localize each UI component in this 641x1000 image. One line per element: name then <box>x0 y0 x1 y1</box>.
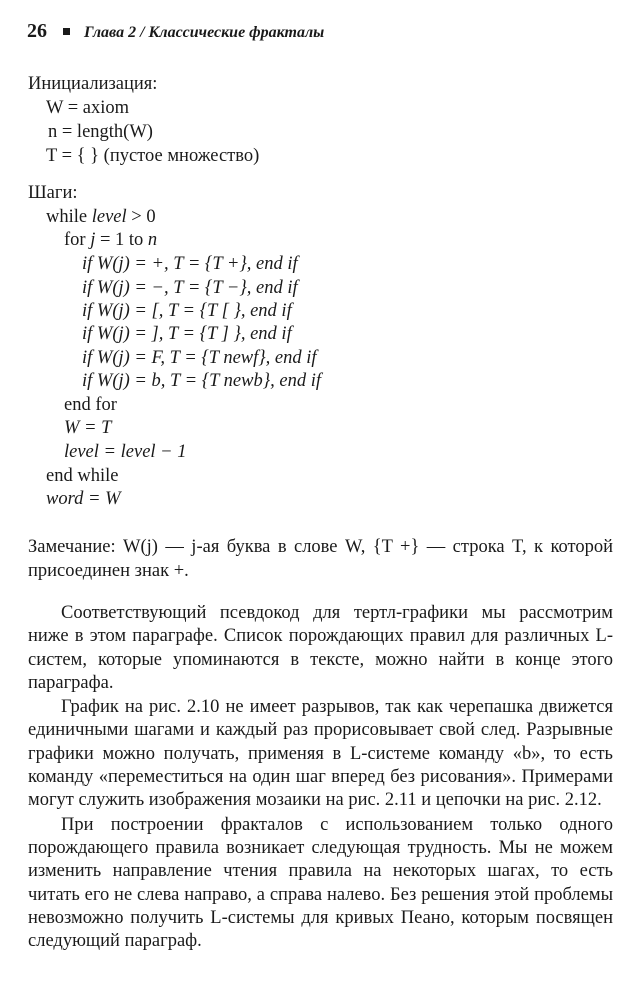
chapter-title: Глава 2 / Классические фракталы <box>84 24 325 41</box>
body-text <box>28 602 613 953</box>
if-line-plus: if W(j) = +, T = {T +}, end if <box>82 254 298 274</box>
paragraph-1: Соответствующий псевдокод для тертл-графики мы рассмотрим ниже в этом параграфе. Список порождающих правил для различных L-систем, которые упоминаются в тексте, можно найти в конце этого параграфа. <box>28 603 613 693</box>
paragraph-3: При построении фракталов с использованием только одного порождающего правила возникает следующая трудность. Мы не можем изменить направление чтения правила на некоторых шагах, то есть читать его не слева направо, а справа налево. Без решения этой проблемы невозможно получить L-системы для кривых Пеано, которым посвящен следующий параграф. <box>28 814 613 952</box>
if-line-close-bracket: if W(j) = ], T = {T ] }, end if <box>82 324 292 344</box>
init-title: Инициализация: <box>28 74 158 94</box>
while-var: level <box>91 207 127 227</box>
init-line-axiom: W = axiom <box>46 98 130 118</box>
init-line-length: n = length(W) <box>48 122 153 142</box>
steps-title: Шаги: <box>28 183 78 203</box>
word-assign: word = W <box>46 489 121 509</box>
for-var-n: n <box>147 230 158 250</box>
while-keyword: while <box>46 207 92 227</box>
if-line-open-bracket: if W(j) = [, T = {T [ }, end if <box>82 301 292 321</box>
while-cond: > 0 <box>126 207 156 227</box>
for-line <box>64 228 157 252</box>
if-line-newb: if W(j) = b, T = {T newb}, end if <box>82 371 321 391</box>
remark: Замечание: W(j) — j-ая буква в слове W, {T +} — строка T, к которой присоединен знак +. <box>28 537 613 581</box>
for-var-j: j <box>90 230 96 250</box>
while-line <box>46 205 156 229</box>
for-mid: = 1 to <box>95 230 148 250</box>
bullet-icon <box>63 28 70 35</box>
page-number: 26 <box>27 20 47 42</box>
if-line-newf: if W(j) = F, T = {T newf}, end if <box>82 348 317 368</box>
if-line-minus: if W(j) = −, T = {T −}, end if <box>82 278 298 298</box>
paragraph-2: График на рис. 2.10 не имеет разрывов, так как черепашка движется единичными шагами и каждый раз прорисовывает свой след. Разрывные графики можно получать, применяя в L-системе команду «b», то есть команду «переместиться на один шаг вперед без рисования». Примерами могут служить изображения мозаики на рис. 2.11 и цепочки на рис. 2.12. <box>28 697 613 811</box>
page-header <box>27 20 324 43</box>
for-keyword: for <box>64 230 91 250</box>
level-decrement: level = level − 1 <box>64 442 187 462</box>
end-while: end while <box>46 466 119 486</box>
end-for: end for <box>64 395 117 415</box>
init-line-empty-set: T = { } (пустое множество) <box>46 146 260 166</box>
assign-w: W = T <box>64 418 112 438</box>
